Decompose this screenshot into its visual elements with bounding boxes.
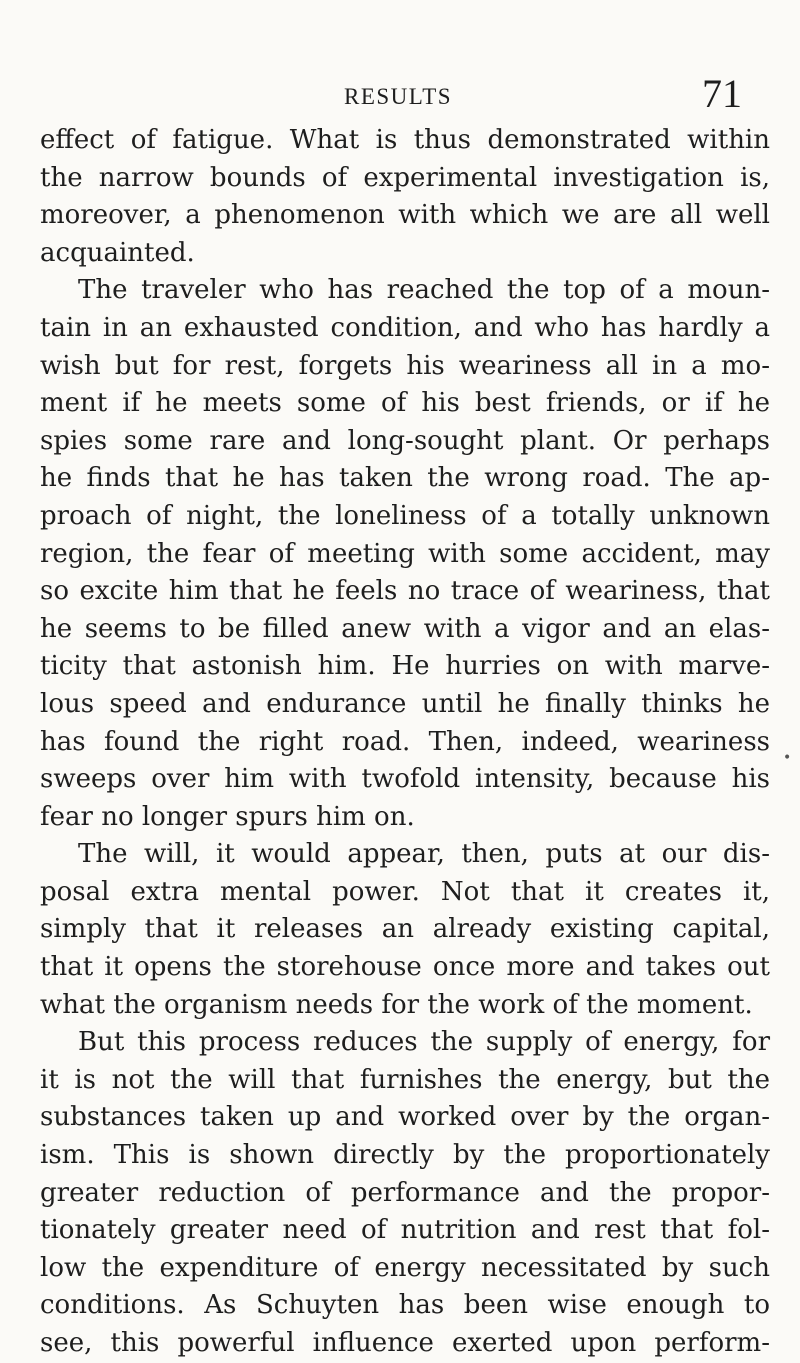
text-line: posal extra mental power. Not that it creates it, (40, 876, 770, 907)
text-line: greater reduction of performance and the propor- (40, 1177, 770, 1208)
text-line: so excite him that he feels no trace of weariness, that (40, 576, 770, 607)
page-number: 71 (702, 71, 742, 116)
text-line: spies some rare and long-sought plant. Or perhaps (40, 425, 770, 456)
text-line: the narrow bounds of experimental investigation is, (40, 162, 770, 193)
text-line: region, the fear of meeting with some accident, may (40, 538, 770, 569)
text-line: it is not the will that furnishes the energy, but the (40, 1064, 770, 1095)
text-line: fear no longer spurs him on. (40, 801, 415, 832)
text-line: see, this powerful influence exerted upon perform- (40, 1328, 770, 1358)
text-line: what the organism needs for the work of the moment. (40, 989, 753, 1020)
text-line: tain in an exhausted condition, and who has hardly a (40, 312, 770, 343)
text-line: The traveler who has reached the top of a moun- (78, 275, 770, 306)
text-line: ism. This is shown directly by the proportionately (40, 1140, 770, 1171)
text-line: low the expenditure of energy necessitated by such (40, 1252, 770, 1283)
running-head: RESULTS (344, 84, 453, 109)
text-line: he finds that he has taken the wrong road. The ap- (40, 463, 770, 494)
text-line: conditions. As Schuyten has been wise enough to (40, 1290, 770, 1321)
text-line: moreover, a phenomenon with which we are all well (40, 200, 770, 231)
text-line: that it opens the storehouse once more and takes out (40, 952, 770, 983)
text-line: wish but for rest, forgets his weariness all in a mo- (40, 350, 770, 381)
text-line: lous speed and endurance until he finally thinks he (40, 688, 770, 719)
text-line: proach of night, the loneliness of a totally unknown (40, 500, 770, 531)
text-line: sweeps over him with twofold intensity, because his (40, 764, 770, 795)
ink-speck: • (783, 750, 792, 766)
text-line: simply that it releases an already existing capital, (40, 914, 770, 945)
text-line: ticity that astonish him. He hurries on with marve- (40, 651, 770, 682)
body-text (40, 122, 770, 1363)
text-line: substances taken up and worked over by the organ- (40, 1102, 770, 1133)
text-line: tionately greater need of nutrition and rest that fol- (40, 1215, 770, 1246)
text-line: But this process reduces the supply of energy, for (78, 1027, 770, 1058)
text-line: ment if he meets some of his best friends, or if he (40, 388, 770, 419)
text-line: acquainted. (40, 237, 195, 268)
text-line: has found the right road. Then, indeed, weariness (40, 726, 770, 757)
text-line: he seems to be filled anew with a vigor and an elas- (40, 613, 770, 644)
text-line: The will, it would appear, then, puts at our dis- (78, 839, 770, 870)
text-line: effect of fatigue. What is thus demonstrated within (40, 125, 770, 155)
